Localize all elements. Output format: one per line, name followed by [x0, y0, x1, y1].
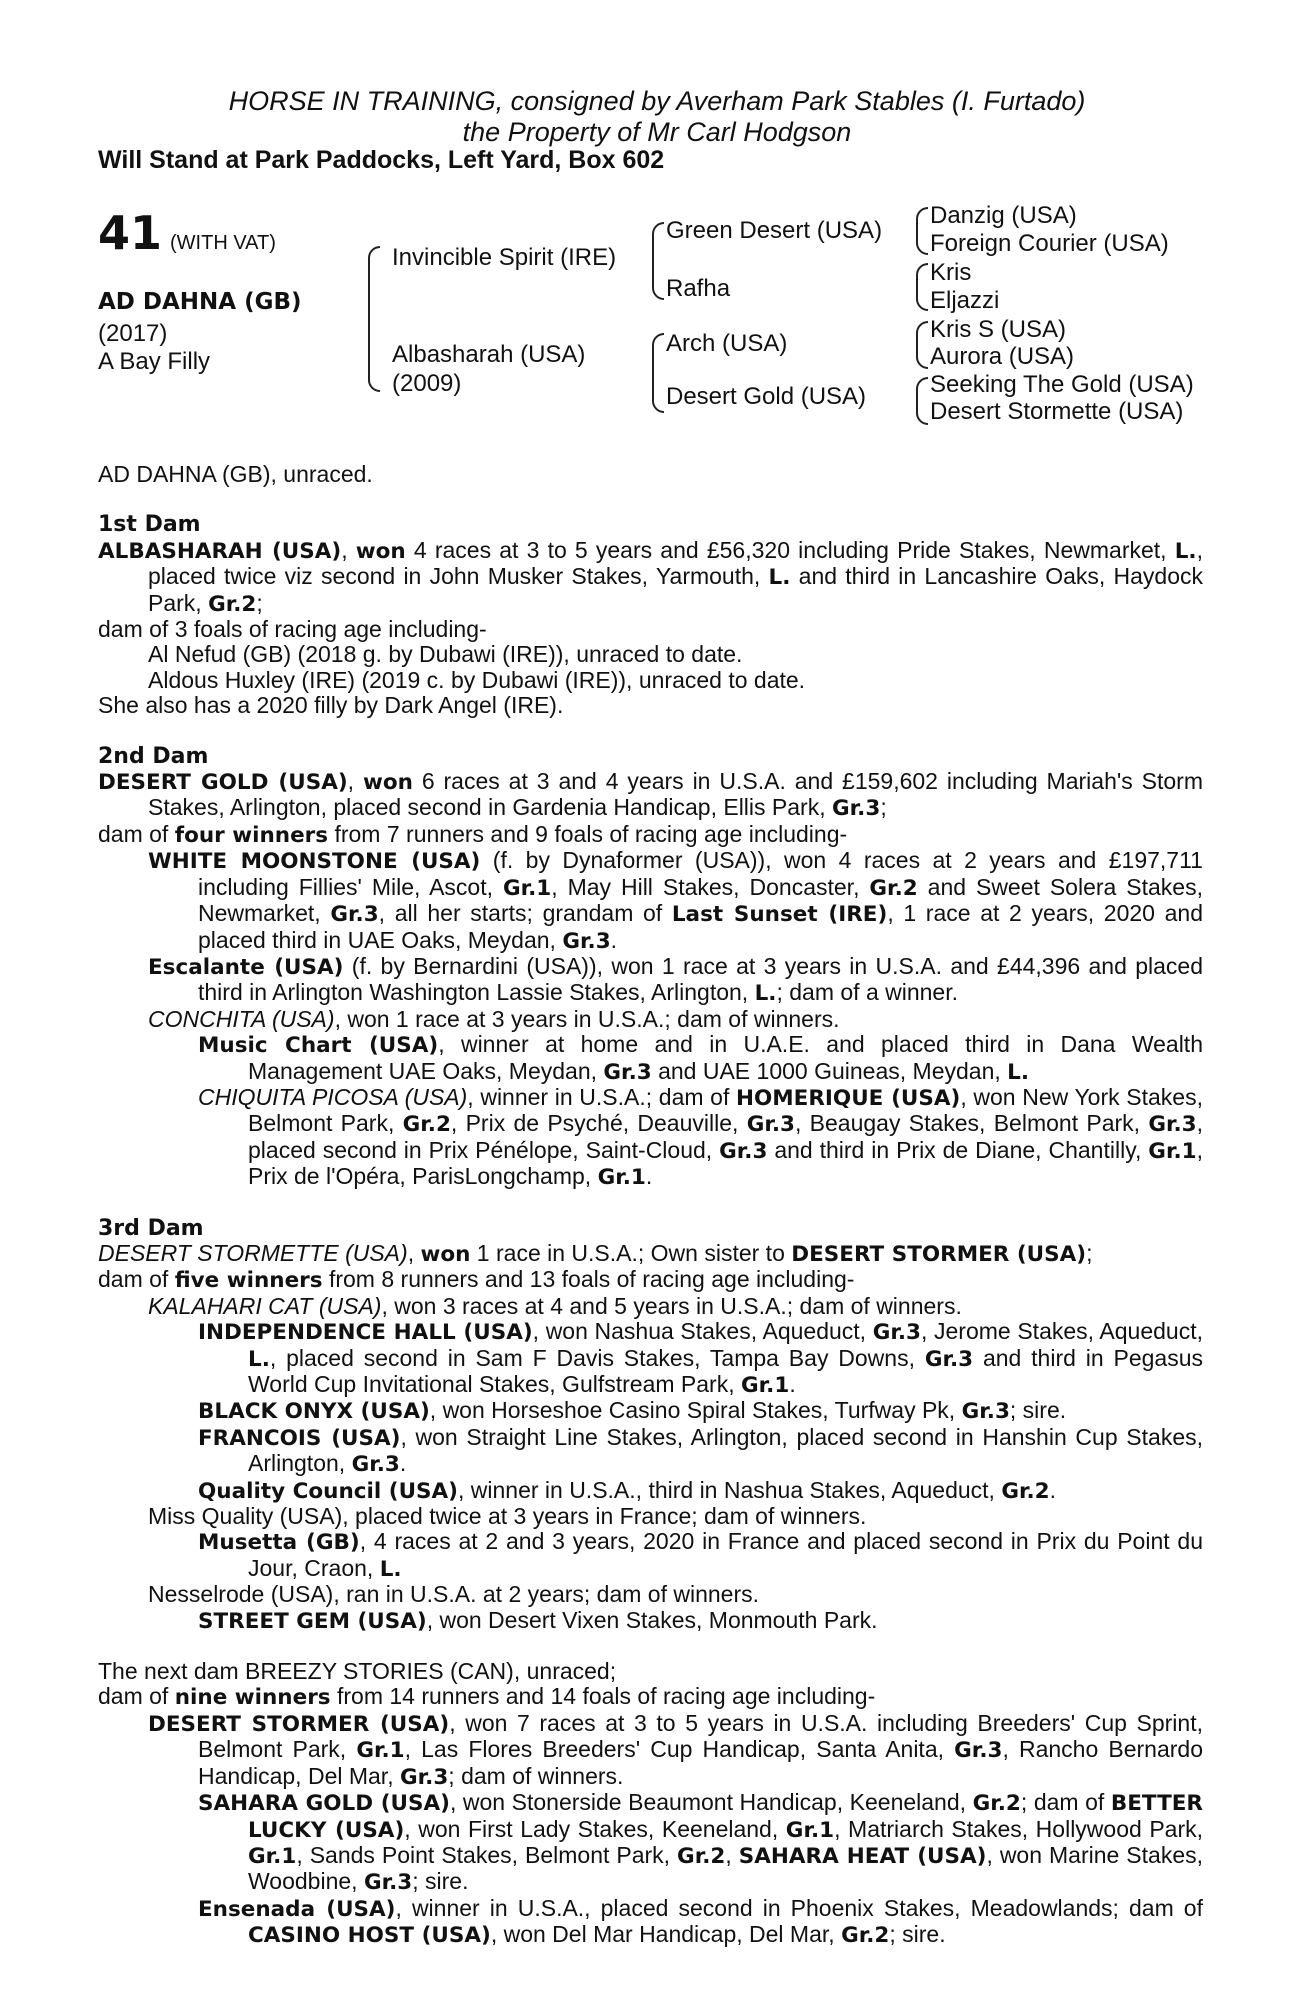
- pedigree-brace-1: [368, 246, 380, 392]
- produce-item: KALAHARI CAT (USA), won 3 races at 4 and 5 years in U.S.A.; dam of winners.: [148, 1292, 962, 1319]
- second-dam-record: DESERT GOLD (USA), won 6 races at 3 and 4 years in U.S.A. and £159,602 including Mariah's Storm Stakes, Arlington, placed second in Gardenia Handicap, Ellis Park, Gr.3;: [98, 768, 1203, 822]
- first-dam-record: ALBASHARAH (USA), won 4 races at 3 to 5 years and £56,320 including Pride Stakes, Newmarket, L., placed twice viz second in John Musker Stakes, Yarmouth, L. and third in Lancashire Oaks, Haydock Park, Gr.2;: [98, 536, 1203, 617]
- next-dam-foals: dam of nine winners from 14 runners and 14 foals of racing age including-: [98, 1683, 876, 1711]
- produce-item: BLACK ONYX (USA), won Horseshoe Casino Spiral Stakes, Turfway Pk, Gr.3; sire.: [198, 1397, 1067, 1425]
- produce-item: Nesselrode (USA), ran in U.S.A. at 2 years; dam of winners.: [148, 1581, 760, 1608]
- produce-item: CONCHITA (USA), won 1 race at 3 years in U.S.A.; dam of winners.: [148, 1005, 840, 1032]
- property-line: the Property of Mr Carl Hodgson: [462, 117, 852, 147]
- pedigree-sss: Danzig (USA): [930, 202, 1077, 229]
- produce-item: DESERT STORMER (USA), won 7 races at 3 to 5 years in U.S.A. including Breeders' Cup Sprint, Belmont Park, Gr.1, Las Flores Breeders' Cup Handicap, Santa Anita, Gr.3, Rancho Bernardo Handicap, Del Mar, Gr.3; dam of winners.: [148, 1709, 1203, 1790]
- pedigree-sds: Kris: [930, 259, 972, 286]
- produce-item: Musetta (GB), 4 races at 2 and 3 years, 2020 in France and placed second in Prix du Point du Jour, Craon, L.: [198, 1528, 1203, 1582]
- pedigree-dsd: Aurora (USA): [930, 343, 1075, 370]
- horse-description: A Bay Filly: [98, 348, 211, 375]
- catalogue-heading: HORSE IN TRAINING, consigned by Averham Park Stables (I. Furtado): [228, 86, 1086, 116]
- pedigree-ssd: Foreign Courier (USA): [930, 230, 1169, 257]
- pedigree-sdd: Eljazzi: [930, 287, 1000, 314]
- produce-item: STREET GEM (USA), won Desert Vixen Stakes, Monmouth Park.: [198, 1606, 878, 1634]
- pedigree-brace-2: [652, 222, 664, 300]
- produce-item: Aldous Huxley (IRE) (2019 c. by Dubawi (IRE)), unraced to date.: [148, 666, 806, 693]
- pedigree-brace-5: [916, 263, 928, 311]
- vat-note: (WITH VAT): [170, 232, 276, 254]
- pedigree-dds: Seeking The Gold (USA): [930, 371, 1194, 398]
- produce-item: Music Chart (USA), winner at home and in U.A.E. and placed third in Dana Wealth Management UAE Oaks, Meydan, Gr.3 and UAE 1000 Guineas, Meydan, L.: [198, 1031, 1203, 1085]
- horse-year: (2017): [98, 320, 168, 347]
- pedigree-brace-7: [916, 377, 928, 425]
- pedigree-dam: Albasharah (USA): [392, 341, 586, 368]
- next-dam-record: The next dam BREEZY STORIES (CAN), unraced;: [98, 1658, 617, 1685]
- produce-item: CHIQUITA PICOSA (USA), winner in U.S.A.; dam of HOMERIQUE (USA), won New York Stakes, Belmont Park, Gr.2, Prix de Psyché, Deauville, Gr.3, Beaugay Stakes, Belmont Park, Gr.3, placed second in Prix Pénélope, Saint-Cloud, Gr.3 and third in Prix de Diane, Chantilly, Gr.1, Prix de l'Opéra, ParisLongchamp, Gr.1.: [198, 1083, 1204, 1191]
- produce-record: [98, 462, 1203, 1949]
- horse-name: AD DAHNA (GB): [98, 289, 302, 315]
- pedigree-dam-year: (2009): [392, 370, 462, 397]
- produce-item: Quality Council (USA), winner in U.S.A., third in Nashua Stakes, Aqueduct, Gr.2.: [198, 1476, 1057, 1504]
- third-dam-heading: 3rd Dam: [98, 1215, 204, 1241]
- produce-item: WHITE MOONSTONE (USA) (f. by Dynaformer (USA)), won 4 races at 2 years and £197,711 including Fillies' Mile, Ascot, Gr.1, May Hill Stakes, Doncaster, Gr.2 and Sweet Solera Stakes, Newmarket, Gr.3, all her starts; grandam of Last Sunset (IRE), 1 race at 2 years, 2020 and placed third in UAE Oaks, Meydan, Gr.3.: [148, 847, 1203, 954]
- first-dam-heading: 1st Dam: [98, 512, 201, 538]
- produce-item: FRANCOIS (USA), won Straight Line Stakes, Arlington, placed second in Hanshin Cup Stakes, Arlington, Gr.3.: [198, 1423, 1203, 1478]
- second-dam-foals: dam of four winners from 7 runners and 9 foals of racing age including-: [98, 820, 848, 848]
- produce-item: INDEPENDENCE HALL (USA), won Nashua Stakes, Aqueduct, Gr.3, Jerome Stakes, Aqueduct, L., placed second in Sam F Davis Stakes, Tampa Bay Downs, Gr.3 and third in Pegasus World Cup Invitational Stakes, Gulfstream Park, Gr.1.: [198, 1318, 1203, 1398]
- unraced-note: AD DAHNA (GB), unraced.: [98, 461, 373, 487]
- pedigree-brace-6: [916, 321, 928, 369]
- pedigree-dam-dam: Desert Gold (USA): [666, 383, 867, 410]
- produce-item: Al Nefud (GB) (2018 g. by Dubawi (IRE)), unraced to date.: [148, 641, 743, 668]
- third-dam-record: DESERT STORMETTE (USA), won 1 race in U.S.A.; Own sister to DESERT STORMER (USA);: [98, 1239, 1093, 1267]
- produce-item: Miss Quality (USA), placed twice at 3 years in France; dam of winners.: [148, 1503, 867, 1530]
- pedigree-dss: Kris S (USA): [930, 316, 1067, 343]
- produce-item: SAHARA GOLD (USA), won Stonerside Beaumont Handicap, Keeneland, Gr.2; dam of BETTER LUCKY (USA), won First Lady Stakes, Keeneland, Gr.1, Matriarch Stakes, Hollywood Park, Gr.1, Sands Point Stakes, Belmont Park, Gr.2, SAHARA HEAT (USA), won Marine Stakes, Woodbine, Gr.3; sire.: [198, 1789, 1204, 1896]
- lot-number: 41: [98, 206, 163, 260]
- pedigree-sire-dam: Rafha: [666, 275, 731, 302]
- pedigree-ddd: Desert Stormette (USA): [930, 398, 1184, 425]
- pedigree-sire: Invincible Spirit (IRE): [392, 244, 617, 271]
- third-dam-foals: dam of five winners from 8 runners and 13 foals of racing age including-: [98, 1266, 855, 1294]
- first-dam-foals: dam of 3 foals of racing age including-: [98, 616, 487, 643]
- pedigree-sire-sire: Green Desert (USA): [666, 217, 883, 244]
- pedigree-dam-sire: Arch (USA): [666, 330, 788, 357]
- pedigree-brace-4: [916, 207, 928, 255]
- pedigree-brace-3: [652, 333, 664, 413]
- also-note: She also has a 2020 filly by Dark Angel (IRE).: [98, 692, 564, 719]
- produce-item: Ensenada (USA), winner in U.S.A., placed second in Phoenix Stakes, Meadowlands; dam of CASINO HOST (USA), won Del Mar Handicap, Del Mar, Gr.2; sire.: [198, 1894, 1203, 1949]
- produce-item: Escalante (USA) (f. by Bernardini (USA)), won 1 race at 3 years in U.S.A. and £44,396 and placed third in Arlington Washington Lassie Stakes, Arlington, L.; dam of a winner.: [148, 952, 1203, 1007]
- second-dam-heading: 2nd Dam: [98, 743, 209, 769]
- horse-info: [98, 288, 302, 376]
- lot-block: [98, 206, 276, 260]
- stand-location: Will Stand at Park Paddocks, Left Yard, Box 602: [98, 146, 665, 174]
